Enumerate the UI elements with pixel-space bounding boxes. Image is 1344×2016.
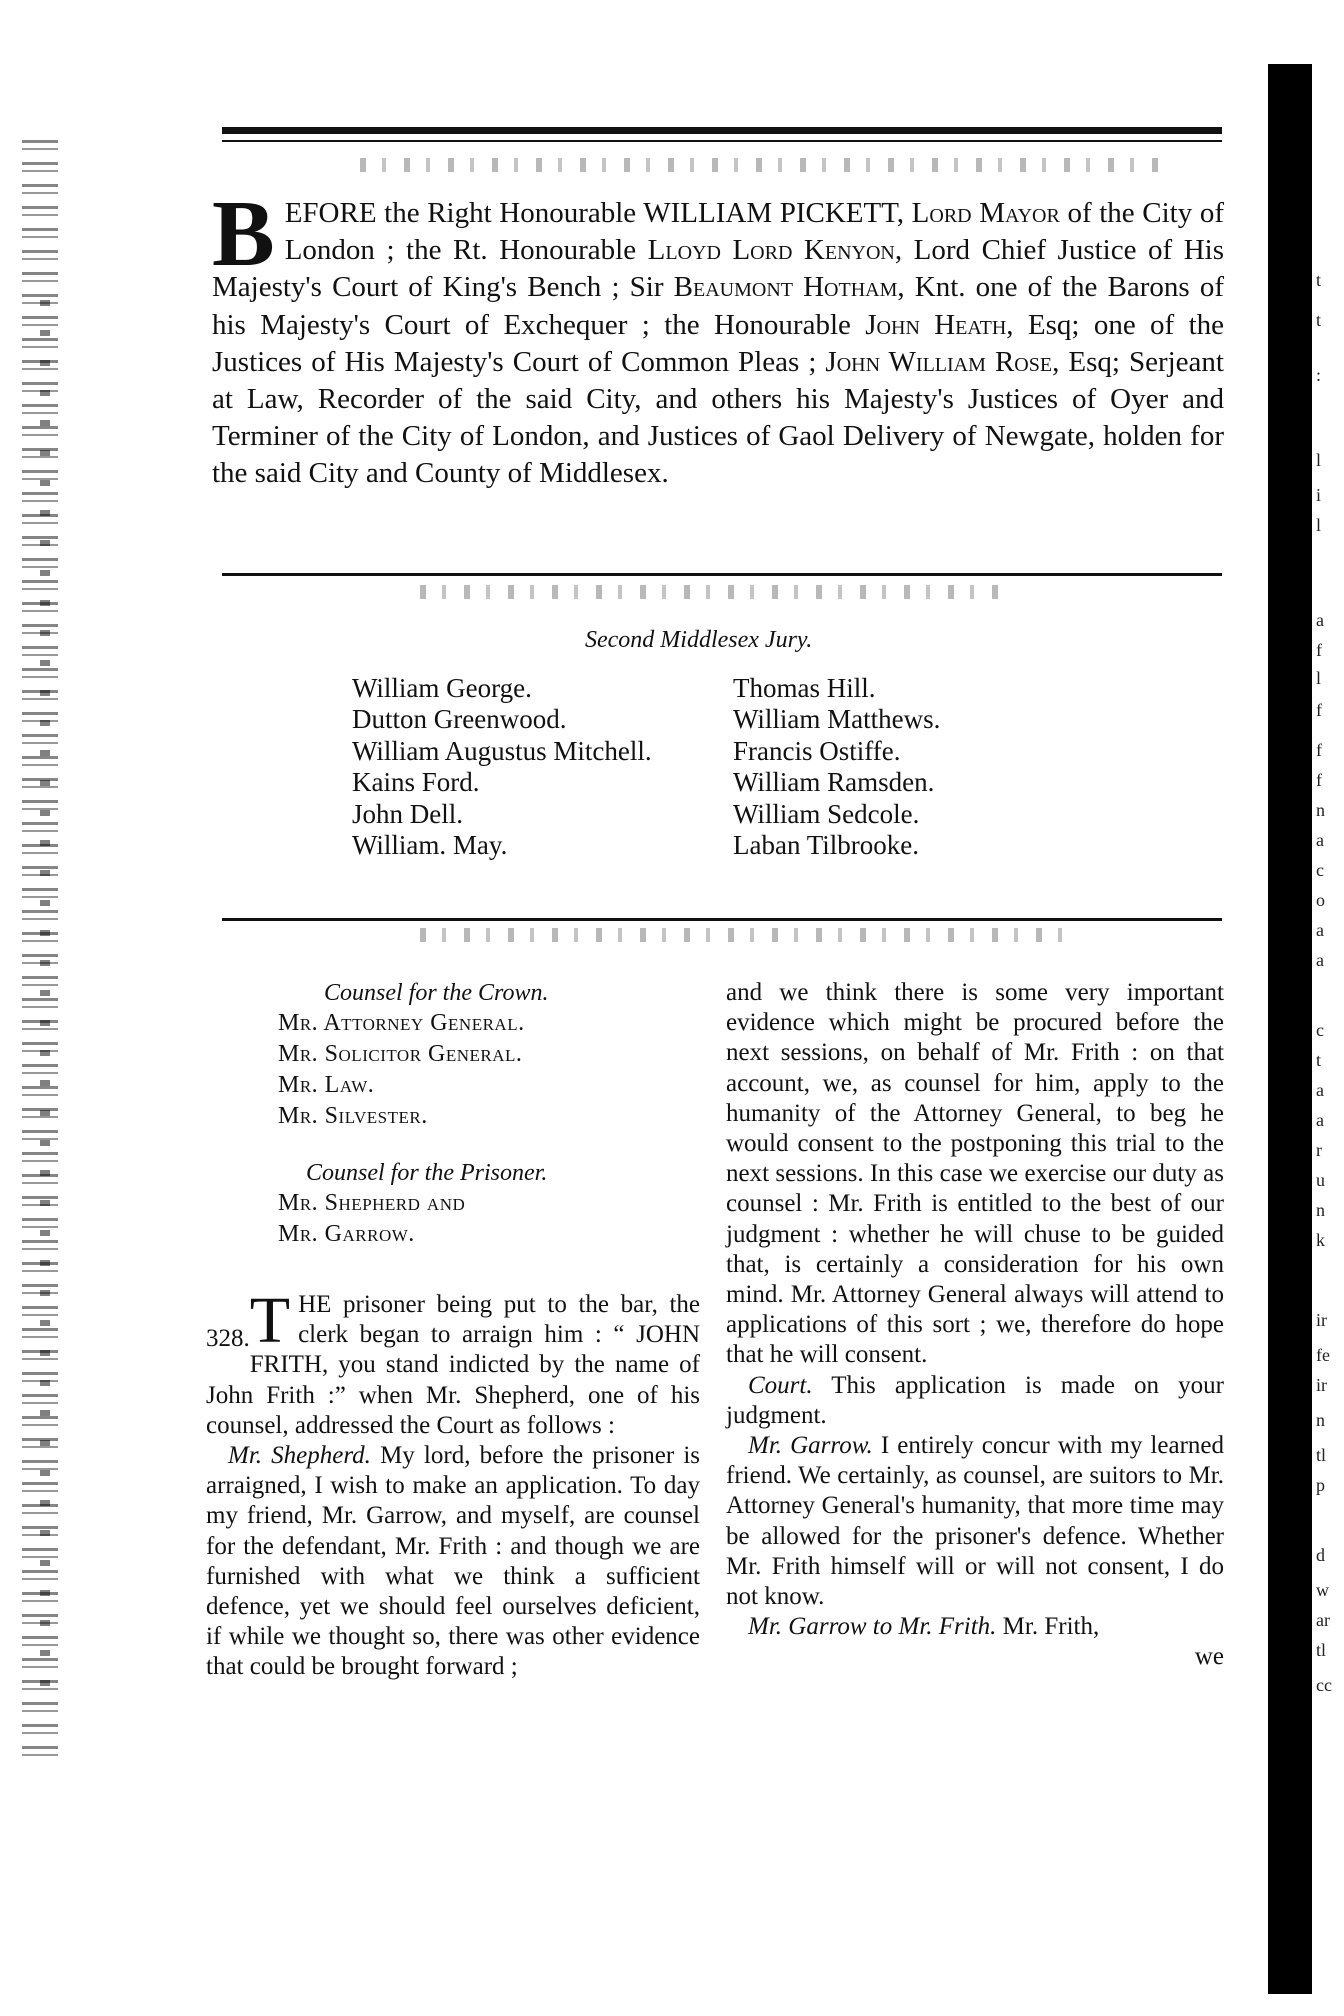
juror-name: William Augustus Mitchell. — [352, 735, 652, 766]
counsel-name: Mr. Attorney General. — [278, 1010, 525, 1036]
edge-letter: o — [1316, 890, 1325, 910]
edge-letter: l — [1316, 515, 1322, 535]
show-through — [360, 158, 1160, 172]
juror-name: William Matthews. — [733, 704, 941, 735]
speech-text: My lord, before the prisoner is arraigned, I wish to make an application. To day my friend, Mr. Garrow, and myself, are counsel for the defendant, Mr. Frith : and though we are furnished with what we think a sufficient defence, yet we should feel ourselves deficient, if while we thought so, there was other evidence that could be brought forward ; — [206, 1442, 700, 1681]
top-rule — [222, 127, 1222, 134]
speaker-name: Mr. Garrow. — [748, 1432, 873, 1460]
margin-number: 328. — [206, 1325, 250, 1352]
heading-text: of the City of London ; the Rt. Honourable — [284, 197, 1225, 267]
jury-list-left — [352, 673, 652, 861]
right-page-edge-letters — [1312, 0, 1344, 2016]
edge-letter: f — [1316, 770, 1322, 790]
edge-letter: : — [1316, 365, 1322, 385]
juror-name: Kains Ford. — [352, 767, 480, 798]
garrow-to-frith — [726, 1612, 1224, 1642]
speech-text: I entirely concur with my learned friend. We certainly, as counsel, are suitors to Mr. Attorney General's humanity, that more time may be allowed for the prisoner's defence. Whether Mr. Frith himself will or will not consent, I do not know. — [726, 1432, 1224, 1611]
edge-letter: d — [1316, 1545, 1325, 1565]
counsel-name: Mr. Solicitor General. — [278, 1041, 523, 1067]
heading-drop-cap: B — [212, 182, 275, 286]
heading-text: , Esq; one of the Justices of His Majesty's Court of Common Pleas ; — [212, 308, 1225, 378]
edge-letter: a — [1316, 1080, 1324, 1100]
edge-letter: i — [1316, 485, 1322, 505]
counsel-name: Mr. Silvester. — [278, 1103, 428, 1129]
juror-name: Thomas Hill. — [733, 673, 876, 703]
edge-letter: p — [1316, 1475, 1325, 1495]
edge-letter: f — [1316, 700, 1322, 720]
juror-name: Laban Tilbrooke. — [733, 830, 919, 861]
shepherd-speech — [206, 1441, 700, 1683]
counsel-prisoner-heading: Counsel for the Prisoner. — [306, 1160, 548, 1186]
edge-letter: f — [1316, 740, 1322, 760]
edge-letter: l — [1316, 668, 1322, 688]
edge-letter: f — [1316, 640, 1322, 660]
edge-letter: a — [1316, 920, 1324, 940]
left-page-edge-marks — [40, 300, 50, 1700]
edge-letter: a — [1316, 610, 1324, 630]
juror-name: William Sedcole. — [733, 798, 920, 829]
edge-letter: t — [1316, 1050, 1322, 1070]
speech-text: This application is made on your judgment. — [726, 1371, 1224, 1429]
trial-opening — [206, 1284, 700, 1441]
heading-text: John William Rose — [825, 345, 1053, 378]
speaker-name: Court. — [748, 1371, 813, 1399]
speech-text: Mr. Frith, — [996, 1613, 1100, 1641]
edge-letter: t — [1316, 310, 1322, 330]
edge-letter: a — [1316, 830, 1324, 850]
court-heading — [212, 182, 1225, 493]
jury-title: Second Middlesex Jury. — [585, 627, 813, 653]
show-through — [420, 928, 1080, 942]
juror-name: Dutton Greenwood. — [352, 704, 567, 735]
edge-letter: a — [1316, 950, 1324, 970]
opening-text: HE prisoner being put to the bar, the clerk began to arraign him : “ JOHN FRITH, you stand indicted by the name of John Frith :” when Mr. Shepherd, one of his counsel, addressed the Court as follows : — [206, 1291, 700, 1439]
edge-letter: u — [1316, 1170, 1325, 1190]
edge-letter: cc — [1316, 1675, 1332, 1695]
edge-letter: ir — [1316, 1310, 1327, 1330]
right-binding-shadow — [1268, 64, 1312, 1994]
heading-text: John Heath — [865, 308, 1007, 341]
heading-text: Lord Mayor — [911, 197, 1060, 229]
juror-name: William George. — [352, 673, 532, 703]
heading-text: Lloyd Lord Kenyon — [647, 234, 895, 267]
counsel-crown-list — [278, 1008, 700, 1132]
top-rule-thin — [222, 140, 1222, 142]
speaker-name: Mr. Shepherd. — [228, 1442, 371, 1470]
edge-letter: c — [1316, 860, 1324, 880]
garrow-speech — [726, 1431, 1224, 1612]
juror-name: William Ramsden. — [733, 767, 935, 798]
edge-letter: fe — [1316, 1345, 1330, 1365]
edge-letter: c — [1316, 1020, 1324, 1040]
right-column — [726, 978, 1224, 1673]
heading-rule — [222, 573, 1222, 576]
edge-letter: a — [1316, 1110, 1324, 1130]
edge-letter: r — [1316, 1140, 1322, 1160]
heading-text: , Esq; Serjeant at Law, Recorder of the said City, and others his Majesty's Justices of Oyer and Terminer of the City of London, and Justices of Gaol Delivery of Newgate, holden for the said City and County of Middlesex. — [212, 345, 1224, 490]
heading-text: Beaumont Hotham — [673, 271, 898, 304]
edge-letter: ir — [1316, 1375, 1327, 1395]
edge-letter: n — [1316, 1200, 1325, 1220]
edge-letter: t — [1316, 270, 1322, 290]
catchword: we — [1194, 1643, 1224, 1671]
counsel-name: Mr. Law. — [278, 1072, 375, 1098]
edge-letter: ar — [1316, 1610, 1330, 1630]
shepherd-speech-continued: and we think there is some very important evidence which might be procured before the next sessions, on behalf of Mr. Frith : on that account, we, as counsel for him, apply to the humanity of the Attorney General, to beg he would consent to the postponing this trial to the next sessions. In this case we exercise our duty as counsel : Mr. Frith is entitled to the best of our judgment : whether he will chuse to be guided that, is certainly a consideration for his own mind. Mr. Attorney General always will attend to applications of this sort ; we, therefore do hope that he will consent. — [726, 979, 1224, 1369]
court-reply — [726, 1371, 1224, 1431]
heading-text: , Lord Chief Justice of His Majesty's Court of King's Bench ; Sir — [212, 234, 1224, 304]
counsel-name: Mr. Garrow. — [278, 1221, 415, 1247]
edge-letter: tl — [1316, 1445, 1327, 1465]
edge-letter: tl — [1316, 1640, 1327, 1660]
speaker-name: Mr. Garrow to Mr. Frith. — [748, 1613, 997, 1641]
jury-rule — [222, 918, 1222, 921]
counsel-crown-heading: Counsel for the Crown. — [324, 980, 549, 1006]
juror-name: John Dell. — [352, 798, 463, 829]
jury-list-right — [733, 673, 940, 861]
left-column — [206, 978, 700, 1683]
opening-drop-cap: T — [249, 1284, 291, 1357]
show-through — [420, 585, 1000, 599]
heading-text: , Knt. one of the Barons of his Majesty's Court of Exchequer ; the Honourable — [212, 271, 1224, 341]
edge-letter: n — [1316, 1410, 1325, 1430]
edge-letter: n — [1316, 800, 1325, 820]
counsel-name: Mr. Shepherd and — [278, 1190, 466, 1216]
juror-name: Francis Ostiffe. — [733, 735, 901, 766]
counsel-prisoner-list — [278, 1188, 700, 1250]
edge-letter: l — [1316, 450, 1322, 470]
edge-letter: k — [1316, 1230, 1325, 1250]
heading-text: EFORE the Right Honourable WILLIAM PICKETT, — [284, 197, 912, 229]
juror-name: William. May. — [352, 830, 508, 861]
edge-letter: w — [1316, 1580, 1329, 1600]
